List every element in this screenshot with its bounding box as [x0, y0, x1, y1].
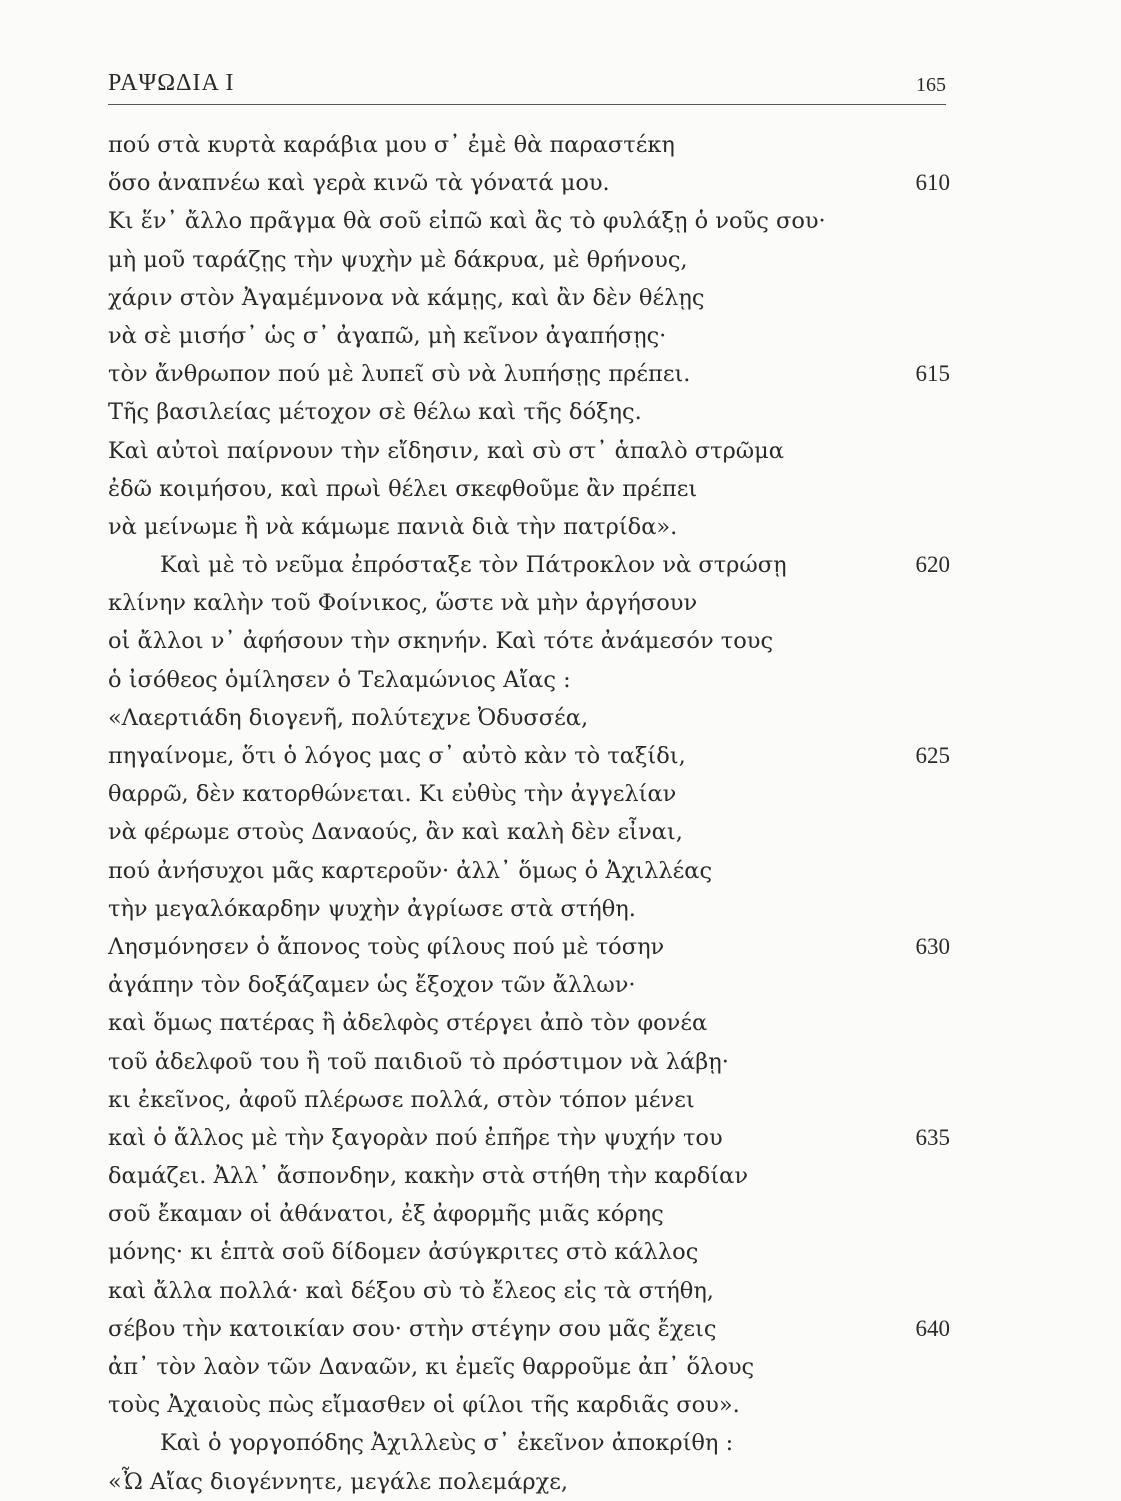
verse-line	[108, 355, 948, 393]
verse-text: οἱ ἄλλοι ν᾽ ἀφήσουν τὴν σκηνήν. Καὶ τότε ἀνάμεσόν τους	[108, 628, 774, 655]
verse-text: τοὺς Ἀχαιοὺς πὼς εἴμασθεν οἱ φίλοι τῆς καρδιᾶς σου».	[108, 1392, 740, 1419]
verse-line	[108, 164, 948, 202]
verse-text: νὰ μείνωμε ἢ νὰ κάμωμε πανιὰ διὰ τὴν πατρίδα».	[108, 513, 678, 540]
verse-line	[108, 775, 948, 813]
chapter-title: ΡΑΨΩΔΙΑ Ι	[108, 70, 235, 96]
verse-text: Καὶ ὁ γοργοπόδης Ἀχιλλεὺς σ᾽ ἐκεῖνον ἀποκρίθη :	[160, 1430, 734, 1457]
verse-text: μὴ μοῦ ταράζῃς τὴν ψυχὴν μὲ δάκρυα, μὲ θρήνους,	[108, 246, 688, 273]
verse-text: πού στὰ κυρτὰ καράβια μου σ᾽ ἐμὲ θὰ παραστέκη	[108, 132, 675, 158]
verse-line	[108, 1424, 948, 1462]
verse-text: μόνης· κι ἑπτὰ σοῦ δίδομεν ἀσύγκριτες στὸ κάλλος	[108, 1239, 699, 1266]
line-number: 630	[915, 933, 950, 959]
verse-line	[108, 584, 948, 622]
line-number: 625	[915, 743, 950, 768]
verse-line	[108, 1119, 948, 1157]
verse-line	[108, 432, 948, 470]
line-number: 610	[915, 170, 950, 196]
verse-line	[108, 126, 948, 164]
verse-line	[108, 546, 948, 584]
verse-line	[108, 1386, 948, 1424]
header-rule	[108, 104, 946, 105]
verse-text: ἀγάπην τὸν δοξάζαμεν ὡς ἔξοχον τῶν ἄλλων·	[108, 972, 636, 999]
verse-text: «Λαερτιάδη διογενῆ, πολύτεχνε Ὀδυσσέα,	[108, 704, 589, 731]
verse-line	[108, 1310, 948, 1348]
verse-line	[108, 1043, 948, 1081]
verse-line	[108, 1233, 948, 1271]
verse-text: Τῆς βασιλείας μέτοχον σὲ θέλω καὶ τῆς δόξης.	[108, 399, 642, 426]
verse-line	[108, 813, 948, 851]
verse-line	[108, 1081, 948, 1119]
verse-text: δαμάζει. Ἀλλ᾽ ἄσπονδην, κακὴν στὰ στήθη τὴν καρδίαν	[108, 1163, 749, 1190]
verse-text: ὁ ἰσόθεος ὁμίλησεν ὁ Τελαμώνιος Αἴας :	[108, 666, 571, 693]
verse-line	[108, 393, 948, 431]
verse-text: σέβου τὴν κατοικίαν σου· στὴν στέγην σου μᾶς ἔχεις	[108, 1315, 717, 1342]
verse-line	[108, 622, 948, 660]
verse-text: Λησμόνησεν ὁ ἄπονος τοὺς φίλους πού μὲ τόσην	[108, 933, 665, 960]
verse-line	[108, 1348, 948, 1386]
verse-text: Κι ἕν᾽ ἄλλο πρᾶγμα θὰ σοῦ εἰπῶ καὶ ἂς τὸ φυλάξῃ ὁ νοῦς σου·	[108, 208, 826, 235]
verse-line	[108, 890, 948, 928]
verse-text: νὰ σὲ μισήσ᾽ ὡς σ᾽ ἀγαπῶ, μὴ κεῖνον ἀγαπήσῃς·	[108, 322, 667, 349]
line-number: 615	[915, 361, 950, 387]
verse-text: ὅσο ἀναπνέω καὶ γερὰ κινῶ τὰ γόνατά μου.	[108, 170, 610, 197]
verse-line	[108, 317, 948, 355]
verse-text: νὰ φέρωμε στοὺς Δαναούς, ἂν καὶ καλὴ δὲν εἶναι,	[108, 819, 683, 846]
line-number: 620	[915, 552, 950, 578]
verse-line	[108, 202, 948, 240]
verse-text: «Ὦ Αἴας διογέννητε, μεγάλε πολεμάρχε,	[108, 1468, 569, 1495]
verse-line	[108, 737, 948, 775]
verse-line	[108, 699, 948, 737]
verse-line	[108, 966, 948, 1004]
verse-text: κλίνην καλὴν τοῦ Φοίνικος, ὥστε νὰ μὴν ἀργήσουν	[108, 590, 698, 617]
verse-text: πηγαίνομε, ὅτι ὁ λόγος μας σ᾽ αὐτὸ κὰν τὸ ταξίδι,	[108, 743, 686, 769]
verse-text: κι ἐκεῖνος, ἀφοῦ πλέρωσε πολλά, στὸν τόπον μένει	[108, 1086, 695, 1113]
verse-line	[108, 241, 948, 279]
verse-text: τοῦ ἀδελφοῦ του ἢ τοῦ παιδιοῦ τὸ πρόστιμον νὰ λάβῃ·	[108, 1048, 729, 1075]
verse-line	[108, 1272, 948, 1310]
verse-text: καὶ ἄλλα πολλά· καὶ δέξου σὺ τὸ ἔλεος εἰς τὰ στήθη,	[108, 1277, 714, 1304]
verse-line	[108, 508, 948, 546]
verse-line	[108, 1195, 948, 1233]
verse-text: τὴν μεγαλόκαρδην ψυχὴν ἀγρίωσε στὰ στήθη.	[108, 895, 636, 922]
verse-line	[108, 852, 948, 890]
verse-text: ἀπ᾽ τὸν λαὸν τῶν Δαναῶν, κι ἐμεῖς θαρροῦμε ἀπ᾽ ὅλους	[108, 1354, 755, 1380]
verse-text: σοῦ ἔκαμαν οἱ ἀθάνατοι, ἐξ ἀφορμῆς μιᾶς κόρης	[108, 1201, 664, 1228]
line-number: 640	[915, 1315, 950, 1341]
verse-text: τὸν ἄνθρωπον πού μὲ λυπεῖ σὺ νὰ λυπήσῃς πρέπει.	[108, 361, 691, 388]
verse-text: καὶ ὁ ἄλλος μὲ τὴν ξαγορὰν πού ἐπῆρε τὴν ψυχήν του	[108, 1124, 723, 1151]
verse-line	[108, 928, 948, 966]
page-number: 165	[916, 74, 946, 96]
verse-text: Καὶ μὲ τὸ νεῦμα ἐπρόσταξε τὸν Πάτροκλον νὰ στρώσῃ	[160, 552, 787, 579]
verse-text: πού ἀνήσυχοι μᾶς καρτεροῦν· ἀλλ᾽ ὅμως ὁ Ἀχιλλέας	[108, 857, 713, 884]
verse-text: θαρρῶ, δὲν κατορθώνεται. Κι εὐθὺς τὴν ἀγγελίαν	[108, 781, 677, 808]
verse-line	[108, 470, 948, 508]
verse-body	[108, 126, 948, 1501]
running-header	[108, 66, 946, 102]
verse-line	[108, 1157, 948, 1195]
verse-line	[108, 1463, 948, 1501]
verse-line	[108, 1004, 948, 1042]
verse-text: Καὶ αὐτοὶ παίρνουν τὴν εἴδησιν, καὶ σὺ στ᾽ ἁπαλὸ στρῶμα	[108, 437, 784, 464]
verse-text: χάριν στὸν Ἀγαμέμνονα νὰ κάμῃς, καὶ ἂν δὲν θέλῃς	[108, 284, 705, 311]
verse-text: καὶ ὅμως πατέρας ἢ ἀδελφὸς στέργει ἀπὸ τὸν φονέα	[108, 1010, 708, 1037]
verse-text: ἐδῶ κοιμήσου, καὶ πρωὶ θέλει σκεφθοῦμε ἂν πρέπει	[108, 475, 698, 502]
verse-line	[108, 661, 948, 699]
verse-line	[108, 279, 948, 317]
line-number: 635	[915, 1124, 950, 1150]
